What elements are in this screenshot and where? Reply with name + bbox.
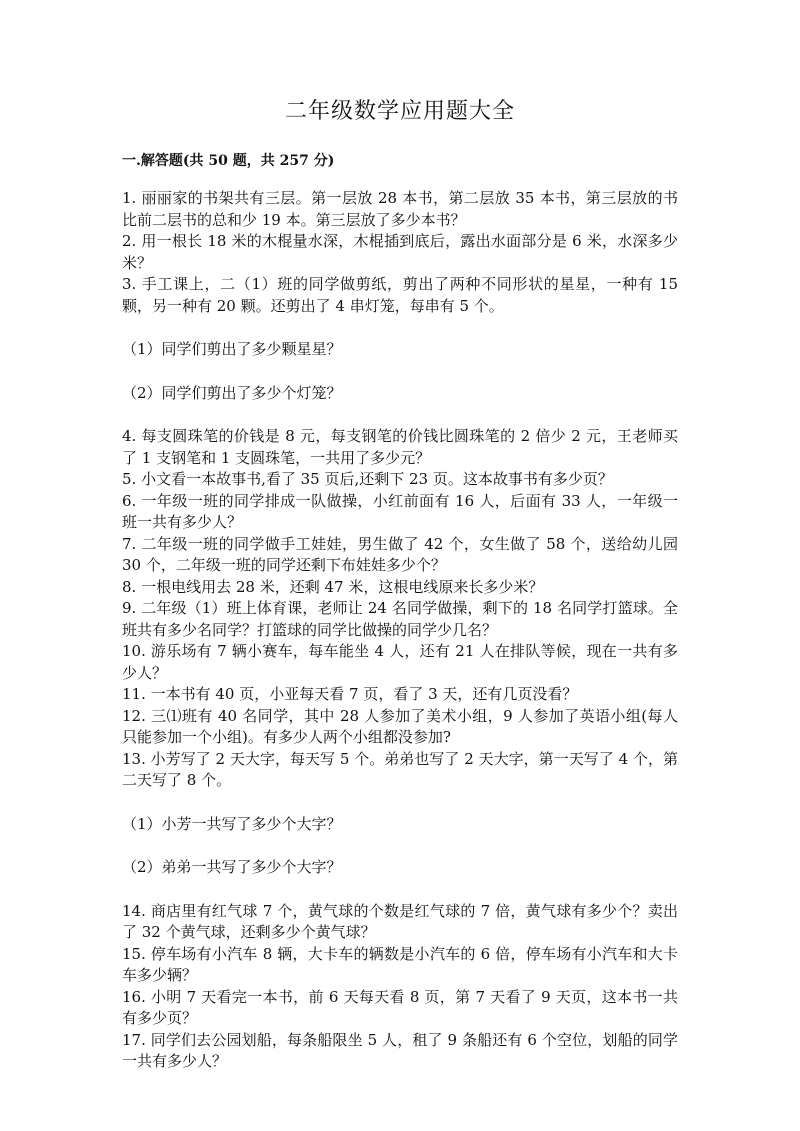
question-12: 12. 三⑴班有 40 名同学，其中 28 人参加了美术小组，9 人参加了英语小组(每人只能参加一个小组)。有多少人两个小组都没参加? [122, 706, 678, 746]
question-1: 1. 丽丽家的书架共有三层。第一层放 28 本书，第二层放 35 本书，第三层放的书比前二层书的总和少 19 本。第三层放了多少本书？ [122, 189, 678, 229]
question-4: 4. 每支圆珠笔的价钱是 8 元，每支钢笔的价钱比圆珠笔的 2 倍少 2 元，王老师买了 1 支钢笔和 1 支圆珠笔，一共用了多少元？ [122, 427, 678, 467]
question-3: 3. 手工课上，二（1）班的同学做剪纸，剪出了两种不同形状的星星，一种有 15 颗，另一种有 20 颗。还剪出了 4 串灯笼，每串有 5 个。 [122, 275, 678, 315]
question-13-part-2: （2）弟弟一共写了多少个大字？ [122, 858, 342, 876]
question-14: 14. 商店里有红气球 7 个，黄气球的个数是红气球的 7 倍，黄气球有多少个？卖出了 32 个黄气球，还剩多少个黄气球？ [122, 901, 678, 941]
question-11: 11. 一本书有 40 页，小亚每天看 7 页，看了 3 天，还有几页没看？ [122, 685, 578, 703]
question-10: 10. 游乐场有 7 辆小赛车，每车能坐 4 人，还有 21 人在排队等候，现在一共有多少人？ [122, 642, 678, 682]
question-3-part-2: （2）同学们剪出了多少个灯笼？ [122, 383, 342, 402]
page-title: 二年级数学应用题大全 [284, 99, 515, 124]
question-3-part-1: （1）同学们剪出了多少颗星星？ [122, 340, 342, 358]
question-17: 17. 同学们去公园划船，每条船限坐 5 人，租了 9 条船还有 6 个空位，划船的同学一共有多少人？ [122, 1030, 678, 1070]
question-7: 7. 二年级一班的同学做手工娃娃，男生做了 42 个，女生做了 58 个，送给幼儿园 30 个，二年级一班的同学还剩下布娃娃多少个？ [122, 534, 678, 574]
question-13: 13. 小芳写了 2 天大字，每天写 5 个。弟弟也写了 2 天大字，第一天写了 4 个，第二天写了 8 个。 [122, 749, 678, 789]
question-2: 2. 用一根长 18 米的木棍量水深，木棍插到底后，露出水面部分是 6 米，水深多少米？ [122, 232, 678, 272]
question-13-part-1: （1）小芳一共写了多少个大字？ [122, 814, 342, 833]
question-8: 8. 一根电线用去 28 米，还剩 47 米，这根电线原来长多少米？ [122, 577, 544, 596]
question-6: 6. 一年级一班的同学排成一队做操，小红前面有 16 人，后面有 33 人，一年级一班一共有多少人？ [122, 491, 678, 531]
question-15: 15. 停车场有小汽车 8 辆，大卡车的辆数是小汽车的 6 倍，停车场有小汽车和大卡车多少辆？ [122, 944, 678, 984]
section-heading: 一.解答题(共 50 题，共 257 分) [122, 153, 335, 169]
question-list [122, 188, 678, 1073]
question-16: 16. 小明 7 天看完一本书，前 6 天每天看 8 页，第 7 天看了 9 天页，这本书一共有多少页？ [122, 987, 678, 1027]
question-9: 9. 二年级（1）班上体育课，老师让 24 名同学做操，剩下的 18 名同学打篮球。全班共有多少名同学？打篮球的同学比做操的同学少几名？ [122, 599, 678, 639]
question-5: 5. 小文看一本故事书,看了 35 页后,还剩下 23 页。这本故事书有多少页？ [122, 470, 613, 488]
